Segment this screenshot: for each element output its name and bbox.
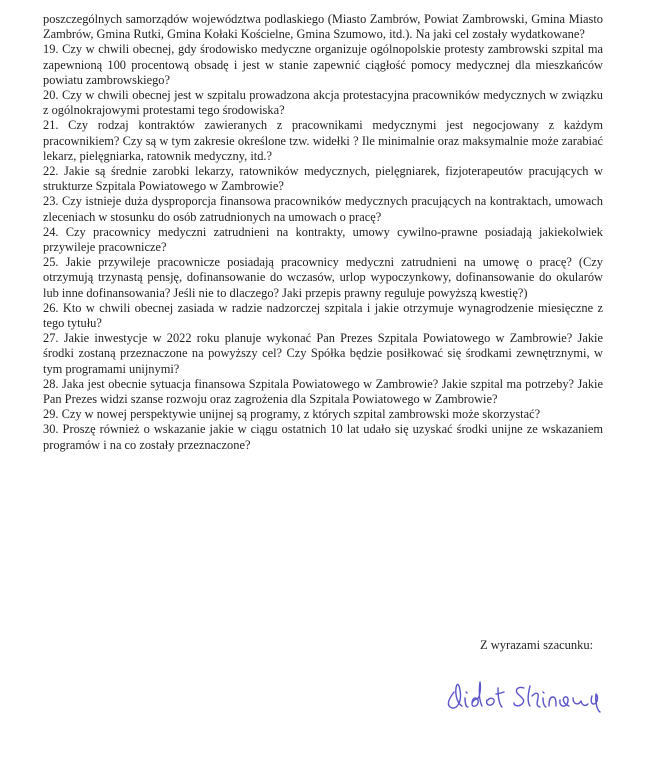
question-21: 21. Czy rodzaj kontraktów zawieranych z pracownikami medycznymi jest negocjowany z każdym pracownikiem? Czy są w tym zakresie określone tzw. widełki ? Ile minimalnie oraz maksymalnie może zarabiać lekarz, pielęgniarka, ratownik medyczny, itd.? bbox=[43, 118, 603, 163]
paragraph-continuation: poszczególnych samorządów województwa podlaskiego (Miasto Zambrów, Powiat Zambrowski, Gmina Miasto Zambrów, Gmina Rutki, Gmina Kołaki Kościelne, Gmina Szumowo, itd.). Na jaki cel zostały wydatkowane? bbox=[43, 12, 603, 42]
closing-salutation: Z wyrazami szacunku: bbox=[480, 638, 594, 652]
question-27: 27. Jakie inwestycje w 2022 roku planuje wykonać Pan Prezes Szpitala Powiatowego w Zambrowie? Jakie środki zostaną przeznaczone na powyższy cel? Czy Spółka będzie posiłkować się środkami zewnętrznymi, w tym programami unijnymi? bbox=[43, 331, 603, 376]
question-26: 26. Kto w chwili obecnej zasiada w radzie nadzorczej szpitala i jakie otrzymuje wynagrodzenie miesięczne z tego tytułu? bbox=[43, 300, 603, 331]
question-29: 29. Czy w nowej perspektywie unijnej są programy, z których szpital zambrowski może skorzystać? bbox=[43, 407, 541, 422]
question-22: 22. Jakie są średnie zarobki lekarzy, ratowników medycznych, pielęgniarek, fizjoterapeutów pracujących w strukturze Szpitala Powiatowego w Zambrowie? bbox=[43, 164, 603, 194]
question-20: 20. Czy w chwili obecnej jest w szpitalu prowadzona akcja protestacyjna pracowników medycznych w związku z ogólnokrajowymi protestami tego środowiska? bbox=[43, 88, 603, 118]
handwritten-signature bbox=[432, 670, 642, 718]
question-30: 30. Proszę również o wskazanie jakie w ciągu ostatnich 10 lat udało się uzyskać środki unijne ze wskazaniem programów i na co zostały przeznaczone? bbox=[43, 422, 603, 452]
question-24: 24. Czy pracownicy medyczni zatrudnieni na kontrakty, umowy cywilno-prawne posiadają jakiekolwiek przywileje pracownicze? bbox=[43, 224, 603, 255]
question-28: 28. Jaka jest obecnie sytuacja finansowa Szpitala Powiatowego w Zambrowie? Jakie szpital ma potrzeby? Jakie Pan Prezes widzi szanse rozwoju oraz zagrożenia dla Szpitala Powiatowego w Zambrowie? bbox=[43, 376, 603, 407]
question-25: 25. Jakie przywileje pracownicze posiadają pracownicy medyczni zatrudnieni na umowę o pracę? (Czy otrzymują trzynastą pensję, dofinansowanie do wczasów, urlop wypoczynkowy, dofinansowanie do okularów lub inne dofinansowania? Jeśli nie to dlaczego? Jaki przepis prawny reguluje powyższą kwestię?) bbox=[43, 255, 603, 300]
question-19: 19. Czy w chwili obecnej, gdy środowisko medyczne organizuje ogólnopolskie protesty zambrowski szpital ma zapewnioną 100 procentową obsadę i jest w stanie zapewnić ciągłość pomocy medycznej dla mieszkańców powiatu zambrowskiego? bbox=[43, 42, 603, 87]
question-23: 23. Czy istnieje duża dysproporcja finansowa pracowników medycznych pracujących na kontraktach, umowach zleceniach w stosunku do osób zatrudnionych na umowach o pracę? bbox=[43, 194, 603, 224]
document-body bbox=[43, 12, 603, 453]
